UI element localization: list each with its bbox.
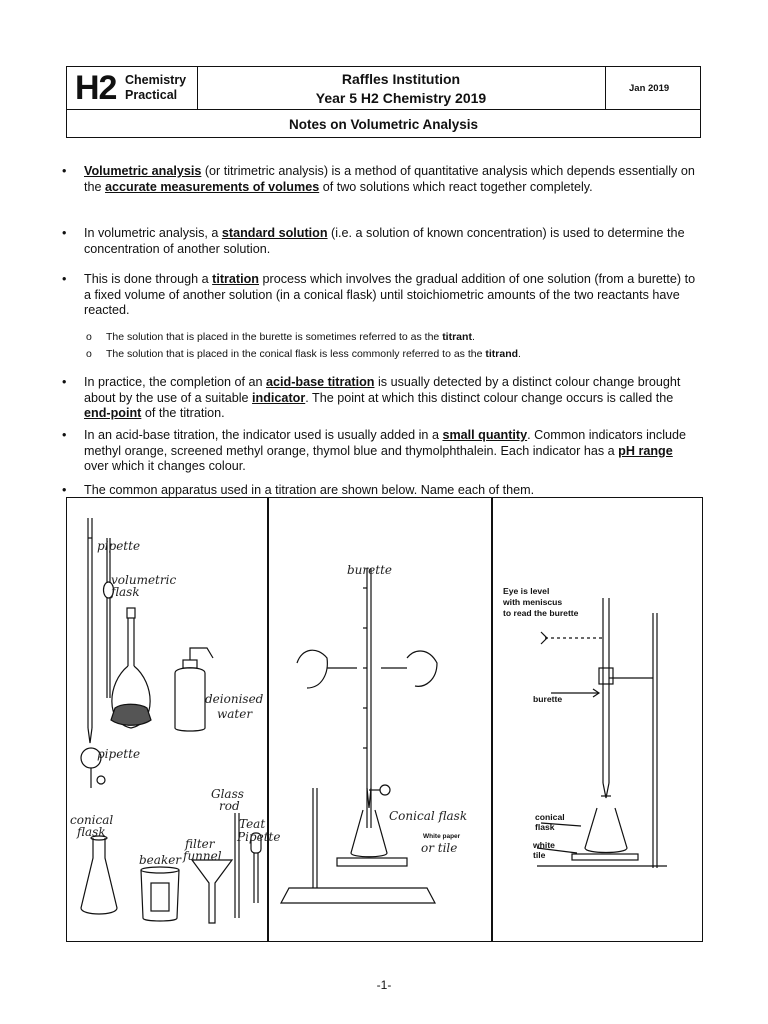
label-deionised-water: water — [217, 707, 253, 721]
label-beaker: beaker — [139, 853, 182, 867]
text-span: . — [518, 348, 521, 360]
label-pipette-bulb: pipette — [97, 747, 141, 761]
label-volumetric: volumetric — [111, 573, 177, 587]
document-date: Jan 2019 — [629, 83, 670, 94]
header-top-row — [67, 67, 700, 110]
text-span: In volumetric analysis, a — [84, 226, 222, 240]
bullet-dot: • — [62, 272, 67, 286]
year-course: Year 5 H2 Chemistry 2019 — [315, 90, 487, 106]
label-burette-hw: burette — [347, 563, 392, 577]
term-indicator: indicator — [252, 390, 306, 405]
text-span: is usually detected by a distinct colour change brought about by the use of a suitable — [84, 375, 681, 405]
label-filter: filter — [185, 837, 215, 851]
label-eye-level-1: Eye is level — [503, 586, 550, 596]
label-white-printed: white — [533, 840, 555, 850]
text-span: process which involves the gradual addition of one solution (from a burette) to a fixed volume of another solution (in a conical flask) until stoichiometric amounts of the two reactants have reacted. — [84, 272, 696, 317]
label-eye-level-3: to read the burette — [503, 608, 579, 618]
term-titration: titration — [212, 272, 259, 286]
text-span: (i.e. a solution of known concentration) is used to determine the concentration of another solution. — [84, 226, 685, 256]
text-span: over which it changes colour. — [84, 459, 246, 473]
sub-bullet-text — [106, 330, 666, 344]
volumetric-pipette-drawing — [104, 538, 114, 698]
term-volumetric-analysis: Volumetric analysis — [84, 164, 202, 178]
retort-stand-drawing — [281, 568, 437, 903]
filter-funnel-drawing — [192, 860, 232, 923]
label-deionised: deionised — [205, 692, 264, 706]
label-teat-pipette: Pipette — [237, 830, 281, 844]
bullet-dot: • — [62, 375, 67, 389]
label-conical: conical — [70, 813, 114, 827]
label-conical-printed: conical — [535, 812, 565, 822]
term-end-point: end-point — [84, 406, 142, 420]
document-subject: Notes on Volumetric Analysis — [288, 117, 479, 132]
term-accurate-measurements: accurate measurements of volumes — [105, 179, 320, 194]
term-ph-range: pH range — [618, 443, 673, 458]
text-span: (or titrimetric analysis) is a method of quantitative analysis which depends essentially on the — [84, 164, 695, 194]
term-acid-base-titration: acid-base titration — [266, 375, 375, 389]
label-filter-funnel: funnel — [183, 849, 222, 863]
logo-line2: Practical — [125, 88, 178, 102]
bullet-text — [84, 375, 698, 422]
header-box — [66, 66, 701, 138]
sub-bullet-marker: o — [86, 331, 92, 343]
label-flask-printed: flask — [535, 822, 555, 832]
label-glass-rod: rod — [219, 799, 240, 813]
bullet-text — [84, 226, 698, 257]
text-span: of the titration. — [141, 406, 225, 420]
text-span: The solution that is placed in the conical flask is less commonly referred to as the — [106, 348, 486, 360]
bullet-dot: • — [62, 164, 67, 178]
title-cell — [197, 67, 606, 109]
label-teat: Teat — [239, 817, 266, 831]
graduated-pipette-drawing — [88, 518, 92, 743]
text-span: . Common indicators include methyl orange, screened methyl orange, thymol blue and thymolphthalein. Each indicator has a — [84, 428, 687, 458]
label-white-paper: White paper — [423, 833, 461, 840]
bullet-text — [84, 428, 698, 475]
text-span: The solution that is placed in the burette is sometimes referred to as the — [106, 331, 443, 343]
label-pipette-top: pipette — [97, 539, 141, 553]
bullet-text — [84, 164, 698, 195]
beaker-drawing — [141, 867, 179, 921]
term-titrand: titrand — [485, 348, 519, 360]
sub-bullet-text — [106, 347, 666, 361]
apparatus-table — [66, 497, 703, 942]
bullet-text — [84, 272, 698, 319]
bullet-text: The common apparatus used in a titration are shown below. Name each of them. — [84, 483, 535, 497]
label-eye-level-2: with meniscus — [503, 597, 563, 607]
bullet-dot: • — [62, 226, 67, 240]
text-span: . — [471, 331, 475, 343]
label-burette-printed: burette — [533, 694, 563, 704]
label-volumetric-flask: flask — [111, 585, 140, 599]
label-tile-printed: tile — [533, 850, 546, 860]
institution-name: Raffles Institution — [341, 71, 461, 87]
sub-bullet-marker: o — [86, 348, 92, 360]
wash-bottle-drawing — [175, 648, 213, 731]
logo-main: H2 — [75, 69, 117, 107]
label-conical-flask: flask — [77, 825, 106, 839]
conical-flask-drawing — [81, 836, 117, 914]
bullet-dot: • — [62, 483, 67, 497]
bullet-dot: • — [62, 428, 67, 442]
text-span: This is done through a — [84, 272, 213, 286]
text-span: In an acid-base titration, the indicator used is usually added in a — [84, 428, 443, 442]
volumetric-flask-drawing — [111, 608, 151, 728]
page-number: -1- — [376, 978, 392, 992]
label-conical-flask-hw: Conical flask — [389, 809, 468, 823]
label-glass: Glass — [211, 787, 244, 801]
text-span: of two solutions which react together completely. — [319, 179, 593, 194]
logo-line1: Chemistry — [125, 73, 187, 87]
term-small-quantity: small quantity — [442, 428, 528, 442]
term-standard-solution: standard solution — [221, 226, 328, 240]
logo-cell — [67, 67, 198, 109]
text-span: In practice, the completion of an — [84, 375, 267, 389]
text-span: . The point at which this distinct colour change occurs is called the — [305, 390, 674, 405]
burette-stand-schematic — [537, 598, 667, 868]
label-tile-hw: or tile — [421, 841, 458, 855]
term-titrant: titrant — [442, 331, 472, 343]
